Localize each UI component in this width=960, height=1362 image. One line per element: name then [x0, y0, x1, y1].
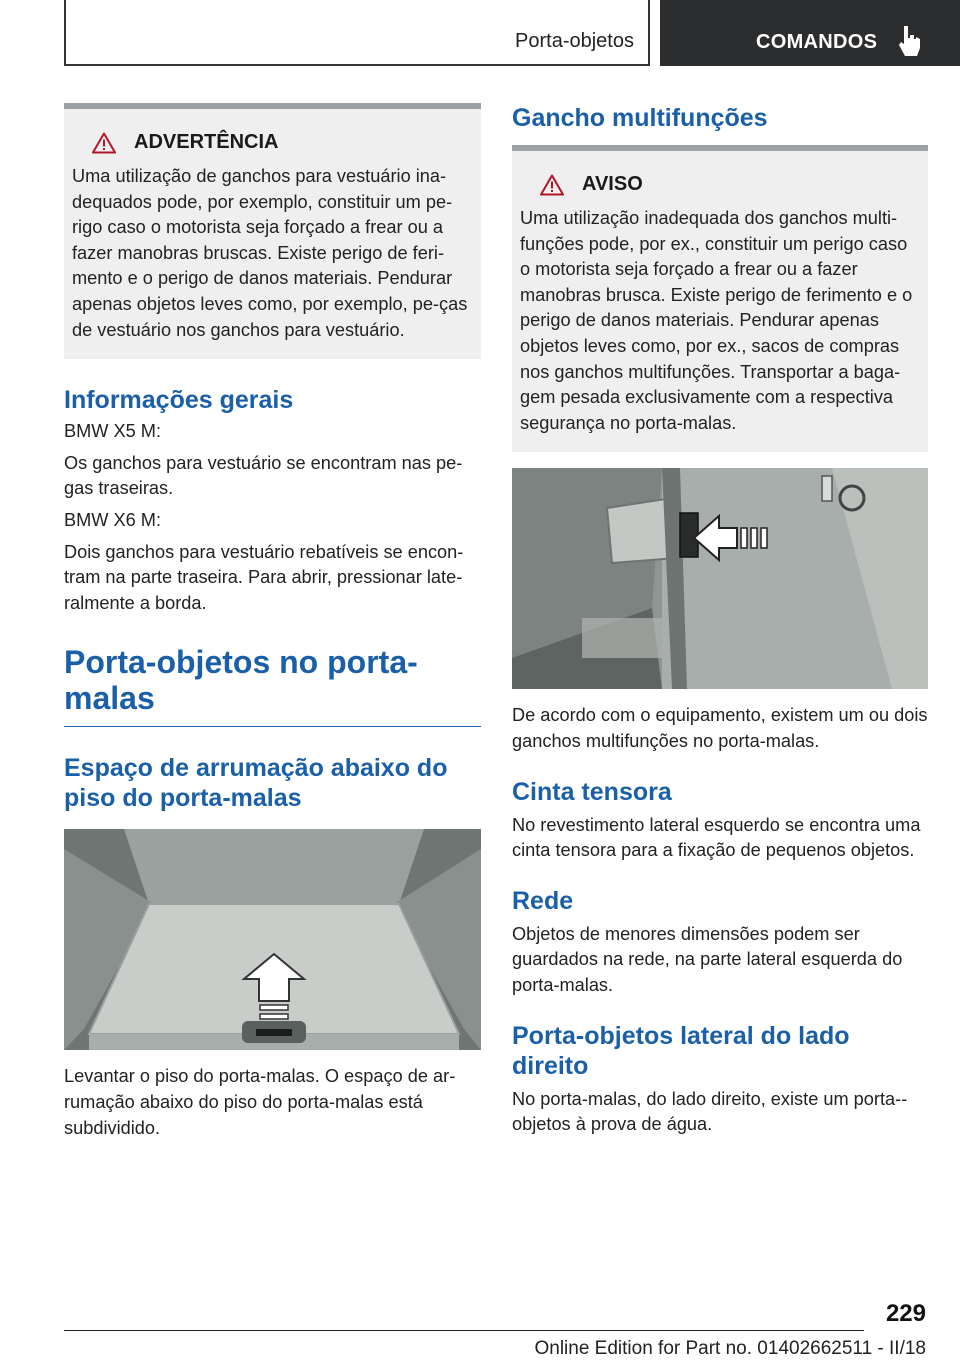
notice-text: Uma utilização inadequada dos ganchos multi-funções pode, por ex., constituir um perigo caso o motorista seja forçado a frear ou a fazer manobras brusca. Existe perigo de ferimento e o perigo de danos materiais. Pendurar apenas objetos leves como, por ex., sacos de compras nos ganchos multifunções. Transportar a baga-gem pesada exclusivamente com a respectiva segurança no porta-malas.: [520, 208, 913, 433]
warning-header: [72, 131, 473, 154]
hook-heading: Gancho multifunções: [512, 104, 768, 132]
page-number: 229: [885, 1300, 926, 1327]
right-column: [512, 103, 928, 1138]
strap-heading: Cinta tensora: [512, 777, 672, 806]
footer-edition: Online Edition for Part no. 01402662511 - II/18: [534, 1338, 926, 1359]
notice-box: [512, 151, 928, 452]
warning-triangle-icon: [92, 132, 116, 154]
hook-caption: De acordo com o equipamento, existem um ou dois ganchos multifunções no porta-malas.: [512, 705, 928, 751]
info-heading: Informações gerais: [64, 386, 294, 415]
footer-divider: [64, 1330, 864, 1331]
heading-divider: [64, 726, 481, 727]
storage-heading: Espaço de arrumação abaixo do piso do porta-malas: [64, 754, 448, 813]
warning-text: Uma utilização de ganchos para vestuário ina-dequados pode, por exemplo, constituir um pe-rigo caso o motorista seja forçado a frear ou a fazer manobras bruscas. Existe perigo de feri-mento e o perigo de danos materiais. Pendurar apenas objetos leves como, por exemplo, pe-ças de vestuário nos ganchos para vestuário.: [72, 166, 468, 340]
left-column: [64, 103, 481, 1141]
notice-header: [520, 173, 920, 196]
info-text-x6: Dois ganchos para vestuário rebatíveis se encon-tram na parte traseira. Para abrir, pressionar late-ralmente a borda.: [64, 541, 464, 613]
storage-caption: Levantar o piso do porta-malas. O espaço de ar-rumação abaixo do piso do porta-malas está subdividido.: [64, 1066, 456, 1138]
notice-title: AVISO: [582, 173, 643, 195]
pointing-hand-icon: [896, 24, 922, 58]
multifunction-hook-illustration: [512, 468, 928, 689]
net-heading: Rede: [512, 886, 574, 915]
trunk-floor-illustration: [64, 829, 481, 1050]
side-storage-heading: Porta-objetos lateral do lado direito: [512, 1021, 850, 1080]
header-section-title: Porta-objetos: [515, 30, 634, 52]
main-heading-line-1: Porta-objetos no porta-: [64, 644, 418, 681]
header-left-box: [64, 0, 650, 66]
net-text: Objetos de menores dimensões podem ser guardados na rede, na parte lateral esquerda do porta-malas.: [512, 923, 903, 995]
main-heading: [64, 644, 481, 716]
warning-triangle-icon: [540, 174, 564, 196]
info-model-x5: BMW X5 M:: [64, 421, 162, 442]
strap-text: No revestimento lateral esquerdo se encontra uma cinta tensora para a fixação de pequenos objetos.: [512, 814, 921, 861]
main-heading-line-2: malas: [64, 680, 155, 717]
header-chapter-tab: [660, 0, 960, 66]
warning-box: [64, 103, 481, 359]
header-chapter-title: COMANDOS: [756, 31, 878, 53]
info-text-x5: Os ganchos para vestuário se encontram nas pe-gas traseiras.: [64, 452, 463, 499]
info-model-x6: BMW X6 M:: [64, 509, 162, 530]
side-storage-text: No porta-malas, do lado direito, existe um porta--objetos à prova de água.: [512, 1088, 908, 1135]
warning-title: ADVERTÊNCIA: [134, 131, 279, 153]
